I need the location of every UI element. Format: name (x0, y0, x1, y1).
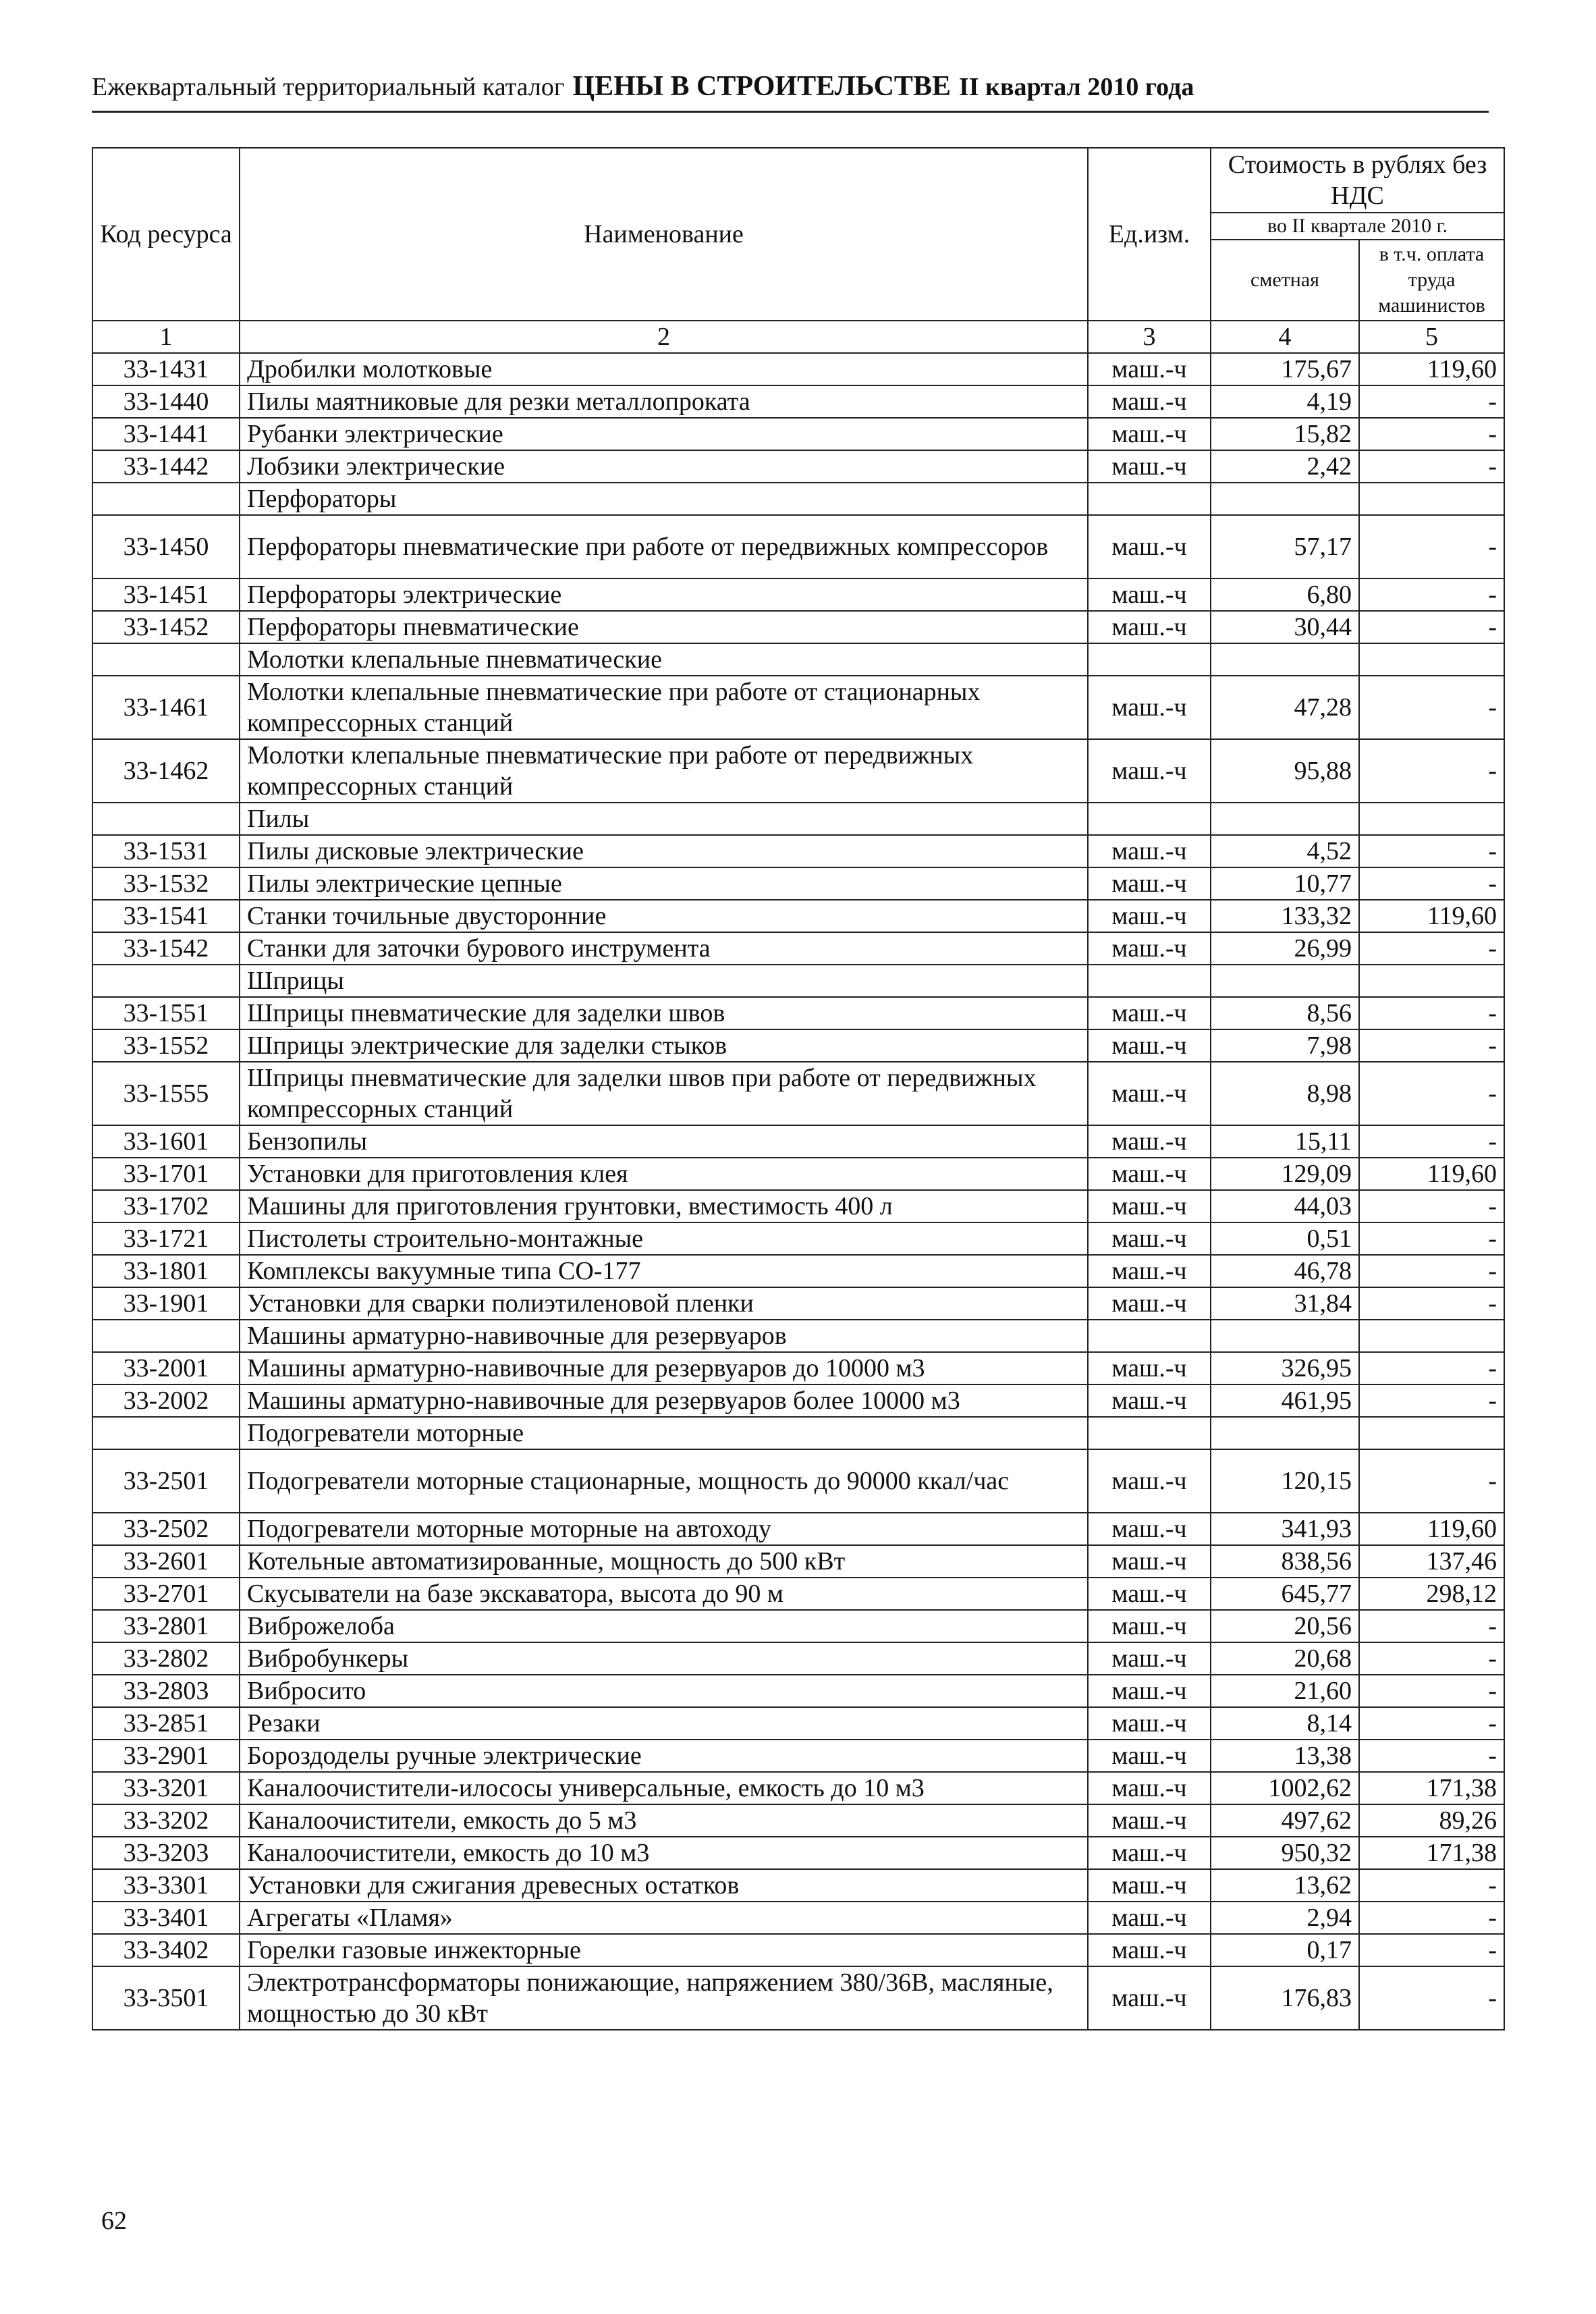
unit (1088, 483, 1211, 515)
unit: маш.-ч (1088, 1255, 1211, 1287)
operator-labor-cost (1359, 965, 1504, 997)
resource-name: Станки для заточки бурового инструмента (240, 932, 1088, 965)
resource-code: 33-1542 (92, 932, 240, 965)
resource-name: Бензопилы (240, 1125, 1088, 1158)
operator-labor-cost: - (1359, 1287, 1504, 1320)
estimated-cost: 4,52 (1211, 835, 1359, 867)
resource-code: 33-1701 (92, 1158, 240, 1190)
operator-labor-cost: - (1359, 997, 1504, 1029)
table-row (92, 1804, 1504, 1837)
operator-labor-cost: - (1359, 1610, 1504, 1642)
operator-labor-cost: - (1359, 1449, 1504, 1513)
resource-name: Молотки клепальные пневматические (240, 643, 1088, 676)
operator-labor-cost: 119,60 (1359, 1158, 1504, 1190)
resource-code: 33-2801 (92, 1610, 240, 1642)
table-row (92, 1158, 1504, 1190)
resource-code: 33-3202 (92, 1804, 240, 1837)
catalog-prefix: Ежеквартальный территориальный каталог (92, 73, 565, 101)
resource-code: 33-1541 (92, 900, 240, 932)
estimated-cost: 30,44 (1211, 611, 1359, 643)
unit: маш.-ч (1088, 1707, 1211, 1740)
estimated-cost: 133,32 (1211, 900, 1359, 932)
resource-code: 33-1551 (92, 997, 240, 1029)
table-row (92, 418, 1504, 450)
estimated-cost: 645,77 (1211, 1578, 1359, 1610)
estimated-cost: 129,09 (1211, 1158, 1359, 1190)
resource-code: 33-1431 (92, 353, 240, 385)
unit: маш.-ч (1088, 1062, 1211, 1125)
operator-labor-cost (1359, 1417, 1504, 1449)
resource-name: Электротрансформаторы понижающие, напряжением 380/36В, масляные, мощностью до 30 кВт (240, 1966, 1088, 2030)
operator-labor-cost: - (1359, 578, 1504, 611)
table-row (92, 1740, 1504, 1772)
resource-code (92, 1320, 240, 1352)
resource-name: Скусыватели на базе экскаватора, высота до 90 м (240, 1578, 1088, 1610)
unit: маш.-ч (1088, 353, 1211, 385)
resource-name: Установки для приготовления клея (240, 1158, 1088, 1190)
estimated-cost: 8,56 (1211, 997, 1359, 1029)
resource-code: 33-2701 (92, 1578, 240, 1610)
unit: маш.-ч (1088, 450, 1211, 483)
resource-code: 33-2901 (92, 1740, 240, 1772)
resource-name: Перфораторы (240, 483, 1088, 515)
resource-code: 33-3401 (92, 1902, 240, 1934)
operator-labor-cost: - (1359, 611, 1504, 643)
operator-labor-cost (1359, 803, 1504, 835)
estimated-cost: 950,32 (1211, 1837, 1359, 1869)
resource-name: Машины для приготовления грунтовки, вместимость 400 л (240, 1190, 1088, 1222)
unit (1088, 643, 1211, 676)
operator-labor-cost: - (1359, 1190, 1504, 1222)
resource-name: Пилы электрические цепные (240, 867, 1088, 900)
resource-code: 33-1442 (92, 450, 240, 483)
table-row (92, 932, 1504, 965)
table-row (92, 1934, 1504, 1966)
table-row (92, 1837, 1504, 1869)
estimated-cost: 6,80 (1211, 578, 1359, 611)
resource-name: Молотки клепальные пневматические при работе от стационарных компрессорных станций (240, 676, 1088, 739)
column-index: 3 (1088, 321, 1211, 353)
estimated-cost: 0,17 (1211, 1934, 1359, 1966)
operator-labor-cost: - (1359, 1352, 1504, 1384)
operator-labor-cost: - (1359, 835, 1504, 867)
estimated-cost: 326,95 (1211, 1352, 1359, 1384)
operator-labor-cost: 119,60 (1359, 900, 1504, 932)
unit: маш.-ч (1088, 1804, 1211, 1837)
estimated-cost: 13,38 (1211, 1740, 1359, 1772)
estimated-cost (1211, 1417, 1359, 1449)
unit: маш.-ч (1088, 1449, 1211, 1513)
operator-labor-cost: - (1359, 1740, 1504, 1772)
table-row (92, 1190, 1504, 1222)
unit: маш.-ч (1088, 1837, 1211, 1869)
resource-name: Подогреватели моторные (240, 1417, 1088, 1449)
unit: маш.-ч (1088, 1287, 1211, 1320)
operator-labor-cost: - (1359, 1869, 1504, 1902)
table-row (92, 1449, 1504, 1513)
resource-code (92, 803, 240, 835)
price-table (92, 147, 1505, 2030)
table-row (92, 1255, 1504, 1287)
operator-labor-cost: - (1359, 1125, 1504, 1158)
estimated-cost (1211, 1320, 1359, 1352)
resource-name: Машины арматурно-навивочные для резервуаров до 10000 м3 (240, 1352, 1088, 1384)
estimated-cost: 13,62 (1211, 1869, 1359, 1902)
estimated-cost: 1002,62 (1211, 1772, 1359, 1804)
resource-code (92, 1417, 240, 1449)
estimated-cost: 10,77 (1211, 867, 1359, 900)
table-row (92, 1222, 1504, 1255)
unit: маш.-ч (1088, 1740, 1211, 1772)
estimated-cost: 57,17 (1211, 515, 1359, 578)
table-row (92, 1772, 1504, 1804)
resource-code (92, 483, 240, 515)
resource-code: 33-1721 (92, 1222, 240, 1255)
resource-code: 33-1452 (92, 611, 240, 643)
resource-name: Подогреватели моторные моторные на автоходу (240, 1513, 1088, 1545)
estimated-cost: 0,51 (1211, 1222, 1359, 1255)
resource-name: Перфораторы электрические (240, 578, 1088, 611)
unit: маш.-ч (1088, 1190, 1211, 1222)
table-row (92, 1320, 1504, 1352)
table-row (92, 835, 1504, 867)
table-row (92, 1062, 1504, 1125)
estimated-cost: 47,28 (1211, 676, 1359, 739)
operator-labor-cost: - (1359, 1675, 1504, 1707)
unit: маш.-ч (1088, 835, 1211, 867)
table-row (92, 1578, 1504, 1610)
table-row (92, 515, 1504, 578)
table-row (92, 676, 1504, 739)
resource-code: 33-1441 (92, 418, 240, 450)
operator-labor-cost: - (1359, 676, 1504, 739)
resource-name: Лобзики электрические (240, 450, 1088, 483)
unit: маш.-ч (1088, 1675, 1211, 1707)
table-row (92, 483, 1504, 515)
operator-labor-cost: - (1359, 1384, 1504, 1417)
catalog-title: ЦЕНЫ В СТРОИТЕЛЬСТВЕ (572, 71, 951, 102)
unit: маш.-ч (1088, 1610, 1211, 1642)
estimated-cost: 4,19 (1211, 385, 1359, 418)
table-row (92, 803, 1504, 835)
resource-code: 33-1601 (92, 1125, 240, 1158)
table-row (92, 1869, 1504, 1902)
table-row (92, 1966, 1504, 2030)
unit: маш.-ч (1088, 997, 1211, 1029)
resource-name: Комплексы вакуумные типа СО-177 (240, 1255, 1088, 1287)
resource-name: Дробилки молотковые (240, 353, 1088, 385)
operator-labor-cost: - (1359, 1029, 1504, 1062)
resource-name: Пистолеты строительно-монтажные (240, 1222, 1088, 1255)
table-row (92, 900, 1504, 932)
unit: маш.-ч (1088, 385, 1211, 418)
header-estimate: сметная (1211, 240, 1359, 321)
table-row (92, 1384, 1504, 1417)
estimated-cost: 95,88 (1211, 739, 1359, 803)
operator-labor-cost: - (1359, 1902, 1504, 1934)
unit: маш.-ч (1088, 1158, 1211, 1190)
operator-labor-cost (1359, 483, 1504, 515)
table-row (92, 1513, 1504, 1545)
header-cost: Стоимость в рублях без НДС (1211, 148, 1504, 213)
resource-code: 33-1801 (92, 1255, 240, 1287)
unit: маш.-ч (1088, 739, 1211, 803)
table-row (92, 1029, 1504, 1062)
resource-name: Пилы маятниковые для резки металлопроката (240, 385, 1088, 418)
table-row (92, 1675, 1504, 1707)
estimated-cost: 20,68 (1211, 1642, 1359, 1675)
table-row (92, 739, 1504, 803)
header-name: Наименование (240, 148, 1088, 321)
operator-labor-cost: 119,60 (1359, 1513, 1504, 1545)
table-row (92, 1287, 1504, 1320)
table-body (92, 353, 1504, 2030)
resource-code: 33-2802 (92, 1642, 240, 1675)
column-index: 1 (92, 321, 240, 353)
table-row (92, 450, 1504, 483)
unit: маш.-ч (1088, 1966, 1211, 2030)
operator-labor-cost: - (1359, 1934, 1504, 1966)
resource-name: Агрегаты «Пламя» (240, 1902, 1088, 1934)
resource-code: 33-1555 (92, 1062, 240, 1125)
resource-name: Пилы (240, 803, 1088, 835)
resource-code (92, 643, 240, 676)
estimated-cost: 176,83 (1211, 1966, 1359, 2030)
resource-code: 33-3501 (92, 1966, 240, 2030)
unit: маш.-ч (1088, 1578, 1211, 1610)
estimated-cost: 15,11 (1211, 1125, 1359, 1158)
unit: маш.-ч (1088, 1934, 1211, 1966)
header-period: во II квартале 2010 г. (1211, 213, 1504, 240)
resource-code: 33-1552 (92, 1029, 240, 1062)
resource-name: Подогреватели моторные стационарные, мощность до 90000 ккал/час (240, 1449, 1088, 1513)
table-row (92, 965, 1504, 997)
operator-labor-cost: - (1359, 1707, 1504, 1740)
unit: маш.-ч (1088, 611, 1211, 643)
unit: маш.-ч (1088, 676, 1211, 739)
operator-labor-cost: 119,60 (1359, 353, 1504, 385)
estimated-cost: 2,42 (1211, 450, 1359, 483)
estimated-cost (1211, 483, 1359, 515)
operator-labor-cost: 171,38 (1359, 1837, 1504, 1869)
header-labor: в т.ч. оплата труда машинистов (1359, 240, 1504, 321)
estimated-cost: 120,15 (1211, 1449, 1359, 1513)
estimated-cost: 341,93 (1211, 1513, 1359, 1545)
unit: маш.-ч (1088, 867, 1211, 900)
resource-code: 33-1532 (92, 867, 240, 900)
resource-name: Рубанки электрические (240, 418, 1088, 450)
unit: маш.-ч (1088, 1545, 1211, 1578)
table-row (92, 1707, 1504, 1740)
table-row (92, 867, 1504, 900)
operator-labor-cost (1359, 1320, 1504, 1352)
unit: маш.-ч (1088, 578, 1211, 611)
column-index: 2 (240, 321, 1088, 353)
table-row (92, 611, 1504, 643)
operator-labor-cost: - (1359, 1642, 1504, 1675)
table-row (92, 643, 1504, 676)
estimated-cost (1211, 803, 1359, 835)
resource-code: 33-2002 (92, 1384, 240, 1417)
unit: маш.-ч (1088, 900, 1211, 932)
resource-name: Котельные автоматизированные, мощность до 500 кВт (240, 1545, 1088, 1578)
estimated-cost: 8,14 (1211, 1707, 1359, 1740)
unit (1088, 1417, 1211, 1449)
header-code: Код ресурса (92, 148, 240, 321)
operator-labor-cost (1359, 643, 1504, 676)
estimated-cost: 461,95 (1211, 1384, 1359, 1417)
estimated-cost: 31,84 (1211, 1287, 1359, 1320)
catalog-period: II квартал 2010 года (958, 73, 1194, 101)
unit: маш.-ч (1088, 1222, 1211, 1255)
unit (1088, 1320, 1211, 1352)
resource-name: Молотки клепальные пневматические при работе от передвижных компрессорных станций (240, 739, 1088, 803)
resource-name: Машины арматурно-навивочные для резервуаров более 10000 м3 (240, 1384, 1088, 1417)
estimated-cost: 497,62 (1211, 1804, 1359, 1837)
table-row (92, 1545, 1504, 1578)
table-row (92, 1610, 1504, 1642)
resource-code: 33-1440 (92, 385, 240, 418)
table-row (92, 1902, 1504, 1934)
estimated-cost: 175,67 (1211, 353, 1359, 385)
resource-code: 33-2803 (92, 1675, 240, 1707)
unit: маш.-ч (1088, 1125, 1211, 1158)
page-number: 62 (101, 2207, 127, 2235)
table-row (92, 1417, 1504, 1449)
running-header (92, 70, 1489, 113)
resource-name: Горелки газовые инжекторные (240, 1934, 1088, 1966)
operator-labor-cost: - (1359, 515, 1504, 578)
operator-labor-cost: 171,38 (1359, 1772, 1504, 1804)
header-unit: Ед.изм. (1088, 148, 1211, 321)
resource-name: Установки для сварки полиэтиленовой пленки (240, 1287, 1088, 1320)
operator-labor-cost: - (1359, 418, 1504, 450)
resource-name: Станки точильные двусторонние (240, 900, 1088, 932)
resource-code: 33-1702 (92, 1190, 240, 1222)
resource-name: Перфораторы пневматические (240, 611, 1088, 643)
resource-name: Резаки (240, 1707, 1088, 1740)
resource-code: 33-1461 (92, 676, 240, 739)
resource-name: Каналоочистители, емкость до 5 м3 (240, 1804, 1088, 1837)
operator-labor-cost: - (1359, 1966, 1504, 2030)
resource-name: Вибробункеры (240, 1642, 1088, 1675)
resource-code: 33-1462 (92, 739, 240, 803)
unit: маш.-ч (1088, 1513, 1211, 1545)
operator-labor-cost: - (1359, 385, 1504, 418)
operator-labor-cost: - (1359, 1062, 1504, 1125)
estimated-cost: 44,03 (1211, 1190, 1359, 1222)
operator-labor-cost: - (1359, 1222, 1504, 1255)
estimated-cost: 46,78 (1211, 1255, 1359, 1287)
operator-labor-cost: 137,46 (1359, 1545, 1504, 1578)
estimated-cost: 26,99 (1211, 932, 1359, 965)
resource-name: Виброжелоба (240, 1610, 1088, 1642)
table-row (92, 1642, 1504, 1675)
resource-name: Пилы дисковые электрические (240, 835, 1088, 867)
table-row (92, 1352, 1504, 1384)
resource-code: 33-2601 (92, 1545, 240, 1578)
estimated-cost: 15,82 (1211, 418, 1359, 450)
resource-name: Установки для сжигания древесных остатков (240, 1869, 1088, 1902)
resource-code: 33-1450 (92, 515, 240, 578)
unit: маш.-ч (1088, 1029, 1211, 1062)
resource-code: 33-3402 (92, 1934, 240, 1966)
resource-name: Шприцы электрические для заделки стыков (240, 1029, 1088, 1062)
column-index: 4 (1211, 321, 1359, 353)
resource-name: Вибросито (240, 1675, 1088, 1707)
operator-labor-cost: - (1359, 739, 1504, 803)
resource-code: 33-2501 (92, 1449, 240, 1513)
resource-code: 33-1451 (92, 578, 240, 611)
resource-code: 33-3301 (92, 1869, 240, 1902)
column-index-row (92, 321, 1504, 353)
estimated-cost: 20,56 (1211, 1610, 1359, 1642)
table-row (92, 1125, 1504, 1158)
operator-labor-cost: - (1359, 932, 1504, 965)
resource-code: 33-3201 (92, 1772, 240, 1804)
estimated-cost: 2,94 (1211, 1902, 1359, 1934)
estimated-cost (1211, 965, 1359, 997)
resource-code: 33-1901 (92, 1287, 240, 1320)
unit (1088, 803, 1211, 835)
resource-name: Машины арматурно-навивочные для резервуаров (240, 1320, 1088, 1352)
unit: маш.-ч (1088, 1352, 1211, 1384)
resource-name: Шприцы пневматические для заделки швов при работе от передвижных компрессорных станций (240, 1062, 1088, 1125)
operator-labor-cost: - (1359, 450, 1504, 483)
resource-code: 33-3203 (92, 1837, 240, 1869)
table-row (92, 353, 1504, 385)
estimated-cost: 8,98 (1211, 1062, 1359, 1125)
estimated-cost (1211, 643, 1359, 676)
table-row (92, 385, 1504, 418)
operator-labor-cost: 298,12 (1359, 1578, 1504, 1610)
operator-labor-cost: - (1359, 867, 1504, 900)
resource-code (92, 965, 240, 997)
unit: маш.-ч (1088, 932, 1211, 965)
resource-code: 33-2001 (92, 1352, 240, 1384)
resource-name: Каналоочистители, емкость до 10 м3 (240, 1837, 1088, 1869)
resource-name: Каналоочистители-илососы универсальные, емкость до 10 м3 (240, 1772, 1088, 1804)
resource-name: Шприцы пневматические для заделки швов (240, 997, 1088, 1029)
unit: маш.-ч (1088, 1384, 1211, 1417)
column-index: 5 (1359, 321, 1504, 353)
unit: маш.-ч (1088, 1772, 1211, 1804)
resource-name: Перфораторы пневматические при работе от передвижных компрессоров (240, 515, 1088, 578)
unit: маш.-ч (1088, 1642, 1211, 1675)
table-row (92, 578, 1504, 611)
table-row (92, 997, 1504, 1029)
unit: маш.-ч (1088, 418, 1211, 450)
resource-code: 33-1531 (92, 835, 240, 867)
operator-labor-cost: - (1359, 1255, 1504, 1287)
estimated-cost: 838,56 (1211, 1545, 1359, 1578)
resource-name: Бороздоделы ручные электрические (240, 1740, 1088, 1772)
unit: маш.-ч (1088, 515, 1211, 578)
unit: маш.-ч (1088, 1869, 1211, 1902)
unit: маш.-ч (1088, 1902, 1211, 1934)
resource-code: 33-2502 (92, 1513, 240, 1545)
operator-labor-cost: 89,26 (1359, 1804, 1504, 1837)
resource-name: Шприцы (240, 965, 1088, 997)
estimated-cost: 21,60 (1211, 1675, 1359, 1707)
estimated-cost: 7,98 (1211, 1029, 1359, 1062)
resource-code: 33-2851 (92, 1707, 240, 1740)
unit (1088, 965, 1211, 997)
